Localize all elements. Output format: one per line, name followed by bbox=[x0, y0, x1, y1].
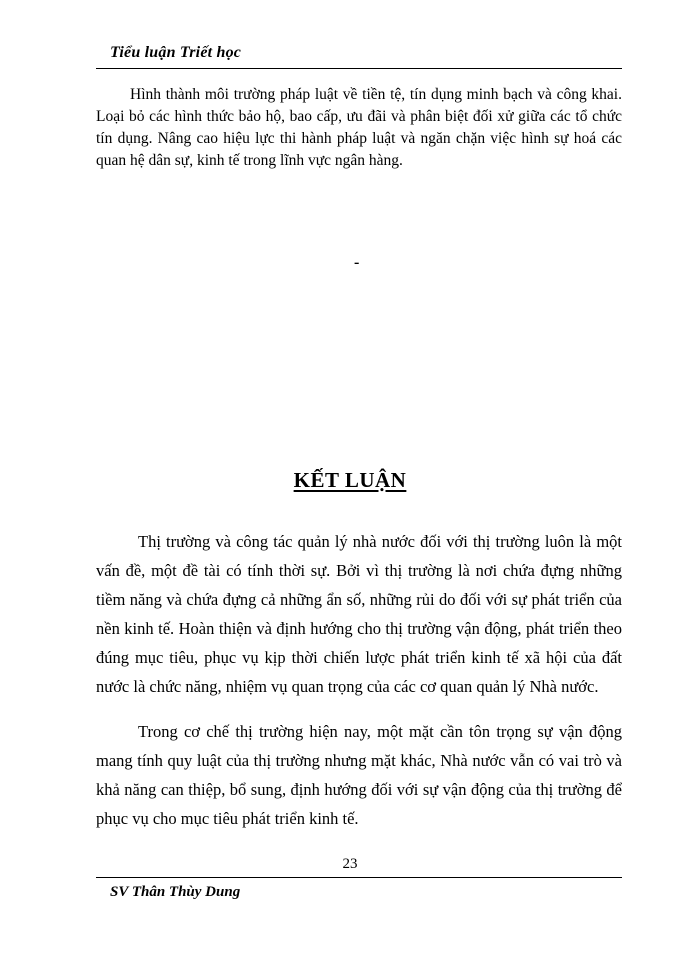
header-title: Tiểu luận Triết học bbox=[110, 44, 242, 61]
footer-author: SV Thân Thùy Dung bbox=[110, 884, 241, 900]
section-title: KẾT LUẬN bbox=[293, 468, 407, 492]
header-rule bbox=[96, 68, 622, 69]
footer-rule bbox=[96, 877, 622, 878]
conclusion-paragraph-2: Trong cơ chế thị trường hiện nay, một mặt cần tôn trọng sự vận động mang tính quy luật của thị trường nhưng mặt khác, Nhà nước vẫn có vai trò và khả năng can thiệp, bổ sung, định hướng đối với sự vận động của thị trường để phục vụ cho mục tiêu phát triển kinh tế. bbox=[96, 722, 622, 828]
page-number: 23 bbox=[342, 856, 358, 872]
intro-paragraph: Hình thành môi trường pháp luật về tiền tệ, tín dụng minh bạch và công khai. Loại bỏ các hình thức bảo hộ, bao cấp, ưu đãi và phân biệt đối xử giữa các tổ chức tín dụng. Nâng cao hiệu lực thi hành pháp luật và ngăn chặn việc hình sự hoá các quan hệ dân sự, kinh tế trong lĩnh vực ngân hàng. bbox=[96, 86, 622, 169]
conclusion-paragraph-1: Thị trường và công tác quản lý nhà nước đối với thị trường luôn là một vấn đề, một đề tài có tính thời sự. Bởi vì thị trường là nơi chứa đựng những tiềm năng và chứa đựng cả những ẩn số, những rủi do đối với sự phát triển của nền kinh tế. Hoàn thiện và định hướng cho thị trường vận động, phát triển theo đúng mục tiêu, phục vụ kịp thời chiến lược phát triển kinh tế xã hội của đất nước là chức năng, nhiệm vụ quan trọng của các cơ quan quản lý Nhà nước. bbox=[96, 532, 622, 696]
separator-dash: - bbox=[354, 254, 360, 271]
